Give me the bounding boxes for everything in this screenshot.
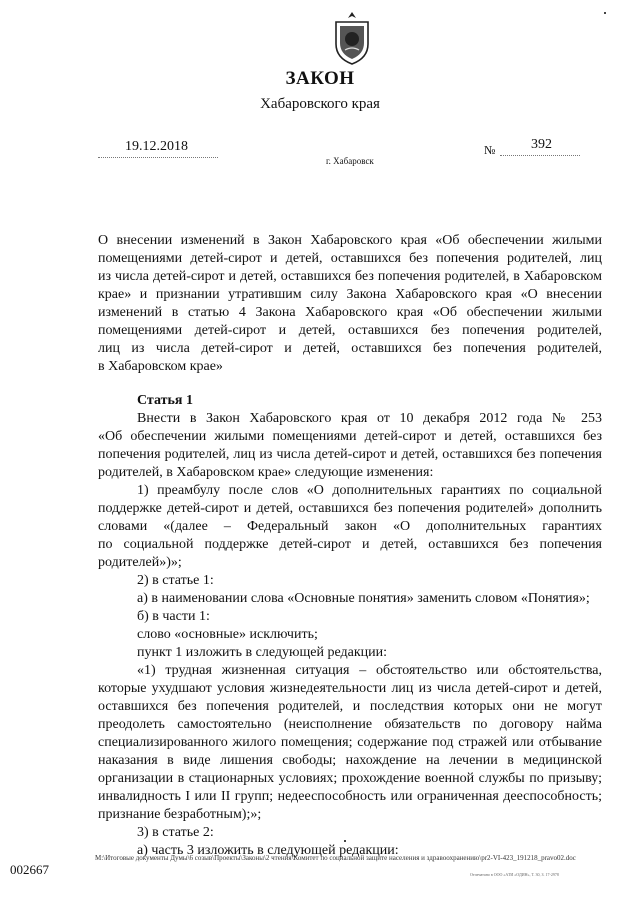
article-line: слово «основные» исключить; [137, 627, 318, 642]
article-line: поддержке детей-сирот и детей, оставшихся без попечения родителей» дополнить [98, 501, 602, 516]
number-underline [500, 155, 580, 156]
scan-speck [604, 12, 606, 14]
article-line: 3) в статье 2: [137, 825, 214, 840]
scan-speck [344, 840, 346, 842]
article-line: организации в стационарных условиях; прохождение военной службы по призыву; [98, 771, 602, 786]
article-line: 2) в статье 1: [137, 573, 214, 588]
subject-line: О внесении изменений в Закон Хабаровского края «Об обеспечении жилыми [98, 233, 602, 248]
law-title: ЗАКОН [285, 68, 355, 89]
law-number: 392 [531, 137, 552, 152]
subject-line: помещениями детей-сирот и детей, оставшихся без попечения родителей, лиц [98, 251, 602, 266]
date-underline [98, 157, 218, 158]
print-note: Отпечатано в ООО «АТИ «ОДИН», Т. 30, З. 17-2978 [470, 872, 559, 877]
file-path: М:\Итоговые документы Думы\6 созыв\Проекты\Законы\2 чтения\Комитет по социальной защите населения и здравоохранению\pr2-VI-423_191218_pravo02.doc [95, 854, 576, 862]
subject-line: из числа детей-сирот и детей, оставшихся без попечения родителей, в Хабаровском [98, 269, 602, 284]
article-heading: Статья 1 [137, 393, 193, 408]
number-sign: № [484, 143, 496, 157]
article-line: по социальной поддержке детей-сирот и детей, оставшихся без попечения [98, 537, 602, 552]
subject-line: изменений в статью 4 Закона Хабаровского края «Об обеспечении жилыми [98, 305, 602, 320]
article-line: а) часть 3 изложить в следующей редакции: [137, 843, 399, 858]
article-line: инвалидность I или II групп; недееспособность или ограниченная дееспособность; [98, 789, 602, 804]
article-line: «1) трудная жизненная ситуация – обстоятельство или обстоятельства, [137, 663, 602, 678]
city-label: г. Хабаровск [326, 156, 374, 166]
article-line: родителей, в Хабаровском крае» следующие изменения: [98, 465, 434, 480]
article-line: Внести в Закон Хабаровского края от 10 декабря 2012 года № 253 [137, 411, 602, 426]
article-line: пункт 1 изложить в следующей редакции: [137, 645, 387, 660]
subject-line: крае» и признании утратившим силу Закона Хабаровского края «О внесении [98, 287, 602, 302]
article-line: «Об обеспечении жилыми помещениями детей-сирот и детей, оставшихся без [98, 429, 602, 444]
article-line: оставшихся без попечения родителей, и последствия которых они не могут [98, 699, 602, 714]
article-line: родителей»)»; [98, 555, 182, 570]
article-line: преодолеть самостоятельно (неисполнение обязательств по договору найма [98, 717, 602, 732]
article-line: наказания в виде лишения свободы; нахождение на лечении в медицинской [98, 753, 602, 768]
subject-line: в Хабаровском крае» [98, 359, 223, 374]
document-code: 002667 [10, 862, 49, 877]
article-line: 1) преамбулу после слов «О дополнительных гарантиях по социальной [137, 483, 602, 498]
article-line: а) в наименовании слова «Основные понятия» заменить словом «Понятия»; [137, 591, 590, 606]
article-line: признание безработным);»; [98, 807, 262, 822]
article-line: попечения родителей, лиц из числа детей-сирот и детей, оставшихся без попечения [98, 447, 602, 462]
article-line: специализированного жилого помещения; содержание под стражей или отбывание [98, 735, 602, 750]
law-date: 19.12.2018 [125, 139, 188, 154]
subject-line: помещениями детей-сирот и детей, оставшихся без попечения родителей, [98, 323, 602, 338]
subject-line: лиц из числа детей-сирот и детей, оставшихся без попечения родителей, [98, 341, 602, 356]
article-line: словами «(далее – Федеральный закон «О дополнительных гарантиях [98, 519, 602, 534]
coat-of-arms-icon [331, 10, 373, 66]
law-region: Хабаровского края [260, 96, 380, 112]
article-line: б) в части 1: [137, 609, 210, 624]
article-line: которые ухудшают условия жизнедеятельности лиц из числа детей-сирот и детей, [98, 681, 602, 696]
